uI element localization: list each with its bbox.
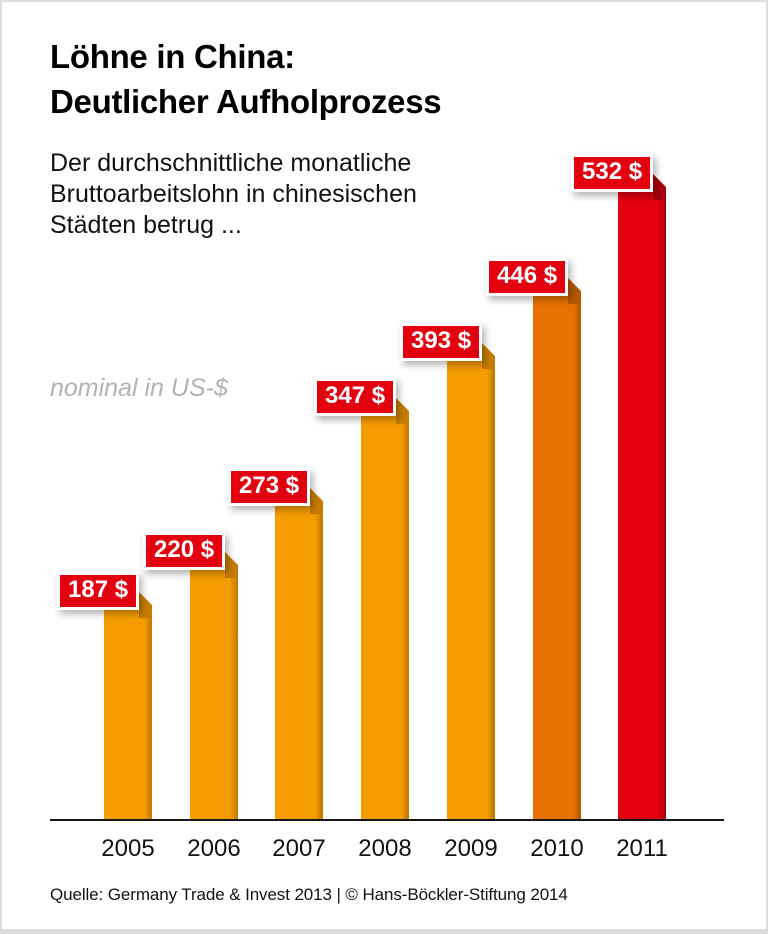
x-tick-2007: 2007 (272, 835, 326, 862)
value-label-2008: 347 $ (314, 378, 396, 416)
bar-chart (2, 2, 766, 929)
value-label-2011: 532 $ (571, 154, 653, 192)
bar-2009 (447, 343, 495, 819)
title-line-2: Deutlicher Aufholprozess (50, 83, 442, 120)
x-tick-2006: 2006 (187, 835, 241, 862)
value-label-2006: 220 $ (143, 532, 225, 570)
value-label-2007: 273 $ (228, 468, 310, 506)
value-label-2010: 446 $ (486, 258, 568, 296)
x-tick-2009: 2009 (444, 835, 498, 862)
subtitle-line-2: Bruttoarbeitslohn in chinesischen (50, 180, 417, 208)
source-line: Quelle: Germany Trade & Invest 2013 | © Hans-Böckler-Stiftung 2014 (50, 885, 568, 904)
subtitle-line-3: Städten betrug ... (50, 211, 242, 239)
x-axis-line (50, 819, 724, 821)
bar-2007 (275, 488, 323, 819)
value-label-2005: 187 $ (57, 572, 139, 610)
subtitle-line-1: Der durchschnittliche monatliche (50, 149, 412, 177)
x-tick-2010: 2010 (530, 835, 584, 862)
bar-2005 (104, 592, 152, 819)
x-tick-2011: 2011 (616, 835, 668, 862)
x-tick-2005: 2005 (101, 835, 155, 862)
title-line-1: Löhne in China: (50, 38, 295, 75)
bar-2011 (618, 174, 666, 819)
x-tick-2008: 2008 (358, 835, 412, 862)
bar-2010 (533, 278, 581, 819)
unit-note: nominal in US-$ (50, 374, 228, 402)
bar-2008 (361, 398, 409, 819)
value-label-2009: 393 $ (400, 323, 482, 361)
bar-2006 (190, 552, 238, 819)
